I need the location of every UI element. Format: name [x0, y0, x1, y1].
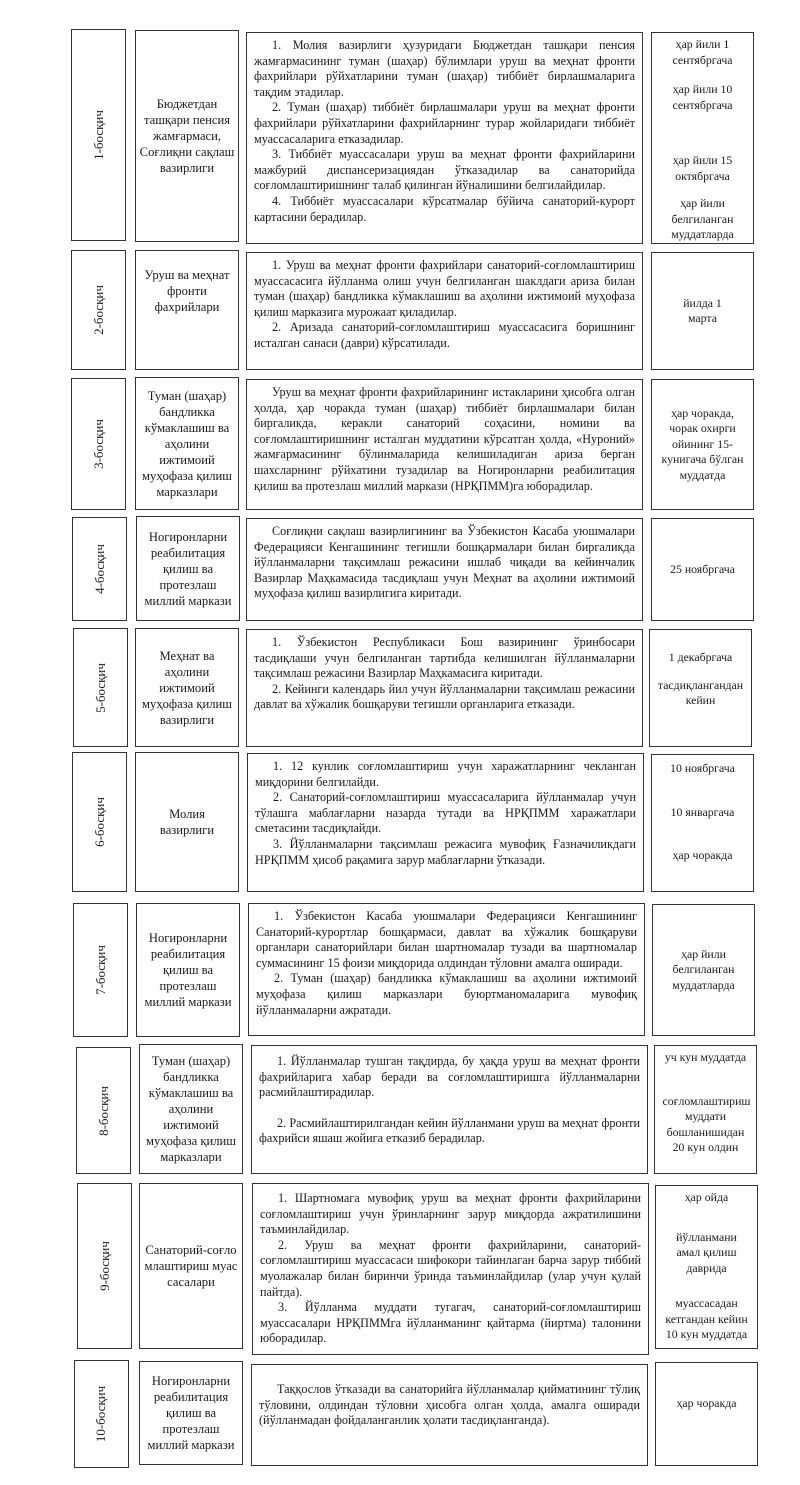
- stage-1-deadline-2: ҳар йили 10 сентябргача: [672, 82, 733, 112]
- stage-10-label-box: [74, 1360, 129, 1468]
- stage-2-step-2: 2. Аризада санаторий-соғломлаштириш муассасасига боришнинг исталган санаси (даври) кўрсатилади.: [254, 320, 635, 350]
- stage-1-deadlines: [651, 32, 754, 244]
- stage-6-deadline-3: ҳар чоракда: [672, 848, 733, 862]
- stage-10-label: 10-босқич: [93, 1385, 109, 1443]
- stage-2-description: [246, 252, 643, 370]
- stage-7-step-1: 1. Ўзбекистон Касаба уюшмалари Федерацияси Кенгашининг Санаторий-курортлар бошқармаси, давлат ва хўжалик бошқаруви органлари санаторийлари билан шартномалар тузади ва шартномалар суммасининг 15 фоизи миқдорида олдиндан тўловни амалга оширади.: [256, 909, 637, 970]
- stage-1-step-2: 2. Туман (шаҳар) тиббиёт бирлашмалари уруш ва меҳнат фронти фахрийлари рўйхатларини фахрийларнинг турар жойларидаги тиббиёт муассасаларига етказадилар.: [254, 100, 635, 146]
- stage-2-deadline-1: йилда 1 марта: [683, 295, 722, 325]
- stage-7-label-box: [73, 903, 128, 1037]
- stage-5-label-box: [73, 628, 128, 747]
- stage-4-organization: Ногиронларни реабилитация қилиш ва протезлаш миллий маркази: [136, 516, 240, 621]
- stage-5-step-2: 2. Кейинги календарь йил учун йўлланмаларни тақсимлаш режасини давлат ва хўжалик бошқаруви тегишли органларига етказади.: [254, 681, 635, 712]
- stage-6-step-2: 2. Санаторий-соғломлаштириш муассасаларига йўлланмалар учун тўлашга маблағларни назарда тутади ва НРҚПММ харажатлари сметасини тасдиқлайди.: [255, 790, 636, 836]
- stage-5-deadline-2: тасдиқлангандан кейин: [657, 677, 744, 707]
- stage-8-deadline-2: соғломлаштириш муддати бошланишидан 20 кун олдин: [662, 1093, 751, 1154]
- stage-3-deadline-1: ҳар чоракда, чорак охирги ойининг 15-кунигача бўлган муддатда: [661, 405, 744, 482]
- stage-9-step-3: 3. Йўлланма муддати тугагач, санаторий-соғломлаштириш муассасалари НРҚПММга йўлланманинг қайтарма (йиртма) талонини юборадилар.: [260, 1300, 641, 1346]
- stage-7-deadline-1: ҳар йили белгиланган муддатларда: [672, 946, 735, 992]
- stage-5-step-1: 1. Ўзбекистон Республикаси Бош вазирининг ўринбосари тасдиқлаши учун белгиланган тартибда келишилган йўлланмаларни тақсимлаш режасини Вазирлар Маҳкамасига киритади.: [254, 635, 635, 681]
- stage-3-step-1: Уруш ва меҳнат фронти фахрийларининг истакларини ҳисобга олган ҳолда, ҳар чоракда туман (шаҳар) тиббиёт бирлашмалари билан биргаликда, керакли санаторий соҳасини, номини ва соғломлаштиришнинг исталган муддатини кўрсатган ҳолда, «Нуроний» жамғармасининг бўлинмаларида келишиладиган ариза берган шахсларнинг рўйхатини тузадилар ва Ногиронларни реабилитация қилиш ва протезлаш миллий маркази (НРҚПММ)га юборадилар.: [254, 385, 635, 493]
- stage-9-description: [252, 1183, 649, 1355]
- stage-9-deadline-1: ҳар ойда: [684, 1190, 729, 1204]
- stage-2-deadlines: [651, 252, 754, 370]
- stage-9-step-1: 1. Шартномага мувофиқ уруш ва меҳнат фронти фахрийларини соғломлаштириш учун ўринларнинг зарур миқдорда ажратилишини таъминлайдилар.: [260, 1191, 641, 1237]
- stage-8-step-1: 1. Йўлланмалар тушган тақдирда, бу ҳақда уруш ва меҳнат фронти фахрийларига хабар беради ва соғломлаштиришга йўлланмаларни расмийлаштирадилар.: [259, 1054, 640, 1100]
- stage-7-description: [248, 903, 645, 1036]
- stage-1-label-box: [71, 29, 126, 241]
- stage-4-label: 4-босқич: [91, 544, 107, 594]
- stage-1-organization: Бюджетдан ташқари пенсия жамғармаси, Соғлиқни сақлаш вазирлиги: [135, 30, 239, 242]
- stage-3-label: 3-босқич: [90, 419, 106, 469]
- stage-5-deadline-1: 1 декабргача: [668, 650, 733, 664]
- stage-9-deadline-3: муассасадан кетгандан кейин 10 кун муддатда: [665, 1296, 748, 1341]
- stage-9-label: 9-босқич: [96, 1241, 112, 1291]
- stage-10-deadline-1: ҳар чоракда: [676, 1396, 737, 1411]
- stage-8-label: 8-босқич: [95, 1085, 111, 1136]
- stage-4-deadlines: [651, 518, 754, 621]
- stage-4-label-box: [72, 517, 127, 621]
- stage-5-organization: Меҳнат ва аҳолини ижтимоий муҳофаза қилиш вазирлиги: [135, 628, 239, 747]
- stage-7-deadlines: [652, 904, 755, 1036]
- stage-3-label-box: [71, 378, 126, 510]
- stage-6-deadline-2: 10 январгача: [670, 804, 735, 819]
- stage-2-label: 2-босқич: [90, 285, 106, 335]
- stage-6-label: 6-босқич: [91, 797, 107, 847]
- stage-5-label: 5-босқич: [92, 662, 108, 713]
- stage-8-label-box: [76, 1047, 131, 1174]
- stage-6-organization: Молия вазирлиги: [135, 752, 239, 892]
- stage-6-deadline-1: 10 ноябргача: [670, 761, 735, 775]
- stage-1-step-4: 4. Тиббиёт муассасалари кўрсатмалар бўйича санаторий-курорт картасини берадилар.: [254, 193, 635, 224]
- stage-4-description: [246, 518, 643, 621]
- stage-7-step-2: 2. Туман (шаҳар) бандликка кўмаклашиш ва аҳолини ижтимоий муҳофаза қилиш марказлари буюртманомаларига мувофиқ йўлланмаларни ажратади.: [256, 971, 637, 1017]
- stage-8-description: [251, 1045, 648, 1174]
- stage-9-label-box: [77, 1183, 132, 1349]
- stage-10-organization: Ногиронларни реабилитация қилиш ва протезлаш миллий маркази: [139, 1361, 243, 1465]
- stage-1-label: 1-босқич: [90, 110, 106, 160]
- stage-5-deadlines: [649, 629, 752, 747]
- stage-2-label-box: [71, 250, 126, 370]
- stage-1-deadline-3: ҳар йили 15 октябргача: [672, 153, 733, 183]
- stage-5-description: [246, 629, 643, 747]
- stage-6-deadlines: [651, 754, 754, 892]
- stage-10-description: [251, 1364, 648, 1466]
- stage-8-step-2: 2. Расмийлаштирилгандан кейин йўлланмани уруш ва меҳнат фронти фахрийси яшаш жойига етказиб берадилар.: [259, 1115, 640, 1146]
- stage-1-deadline-4: ҳар йили белгиланган муддатларда: [671, 196, 734, 241]
- stage-3-organization: Туман (шаҳар) бандликка кўмаклашиш ва аҳолини ижтимоий муҳофаза қилиш марказлари: [135, 377, 239, 510]
- stage-1-deadline-1: ҳар йили 1 сентябргача: [672, 37, 733, 67]
- stage-9-deadlines: [655, 1185, 758, 1349]
- stage-8-deadlines: [654, 1045, 757, 1174]
- stage-9-deadline-2: йўлланмани амал қилиш даврида: [676, 1229, 737, 1275]
- stage-7-organization: Ногиронларни реабилитация қилиш ва протезлаш миллий маркази: [136, 903, 240, 1037]
- stage-6-step-1: 1. 12 кунлик соғломлаштириш учун харажатларнинг чекланган миқдорини белгилайди.: [255, 759, 636, 789]
- stage-8-organization: Туман (шаҳар) бандликка кўмаклашиш ва аҳолини ижтимоий муҳофаза қилиш марказлари: [139, 1044, 243, 1174]
- stage-7-label: 7-босқич: [92, 945, 108, 995]
- stage-6-description: [247, 753, 644, 892]
- stage-3-description: [246, 379, 643, 510]
- stage-2-step-1: 1. Уруш ва меҳнат фронти фахрийлари санаторий-соғломлаштириш муассасасига йўлланма олиш учун белгиланган шаклдаги ариза билан туман (шаҳар) бандликка кўмаклашиш ва аҳолини ижтимоий муҳофаза қилиш марказига мурожаат қиладилар.: [254, 258, 635, 319]
- stage-9-step-2: 2. Уруш ва меҳнат фронти фахрийларини, санаторий-соғломлаштириш муассасаси шифокори тайинлаган барча зарур тиббий муолажалар билан биринчи ўринда таъминлайдилар (улар учун қулай пайтда).: [260, 1237, 641, 1299]
- stage-6-label-box: [72, 752, 127, 892]
- stage-3-deadlines: [651, 379, 754, 510]
- stage-10-deadlines: [655, 1362, 758, 1466]
- stage-1-step-1: 1. Молия вазирлиги ҳузуридаги Бюджетдан ташқари пенсия жамғармасининг туман (шаҳар) бўлимлари уруш ва меҳнат фронти фахрийлари рўйхатларини туман (шаҳар) тиббиёт бирлашмаларига тақдим этадилар.: [254, 38, 635, 99]
- stage-4-deadline-1: 25 ноябргача: [670, 561, 735, 576]
- stage-9-organization: Санаторий-соғломлаштириш муассасалари: [139, 1183, 243, 1349]
- stage-8-deadline-1: уч кун муддатда: [664, 1050, 747, 1064]
- stage-2-organization: Уруш ва меҳнат фронти фахрийлари: [135, 250, 239, 370]
- stage-1-step-3: 3. Тиббиёт муассасалари уруш ва меҳнат фронти фахрийларини мажбурий диспансеризациядан ўтказадилар ва санаторийда соғломлаштиришнинг талаб қилинган йўналишини белгилайдилар.: [254, 147, 635, 193]
- stage-10-step-1: Таққослов ўтказади ва санаторийга йўлланмалар қийматининг тўлиқ тўловини, олдиндан тўловни ҳисобга олган ҳолда, амалга оширади (йўлланмадан фойдаланганлик ҳолати тасдиқланганда).: [259, 1382, 640, 1428]
- stage-4-step-1: Соғлиқни сақлаш вазирлигининг ва Ўзбекистон Касаба уюшмалари Федерацияси Кенгашининг тегишли бошқармалари билан биргаликда йўлланмаларни тақсимлаш режасини ишлаб чиқади ва кейинчалик Вазирлар Маҳкамасида тасдиқлаш учун Меҳнат ва аҳолини ижтимоий муҳофаза қилиш вазирлигига киритади.: [254, 524, 635, 601]
- stage-1-description: [246, 32, 643, 244]
- stage-6-step-3: 3. Йўлланмаларни тақсимлаш режасига мувофиқ Ғазначиликдаги НРҚПММ ҳисоб рақамига зарур маблағларни ўтказади.: [255, 836, 636, 867]
